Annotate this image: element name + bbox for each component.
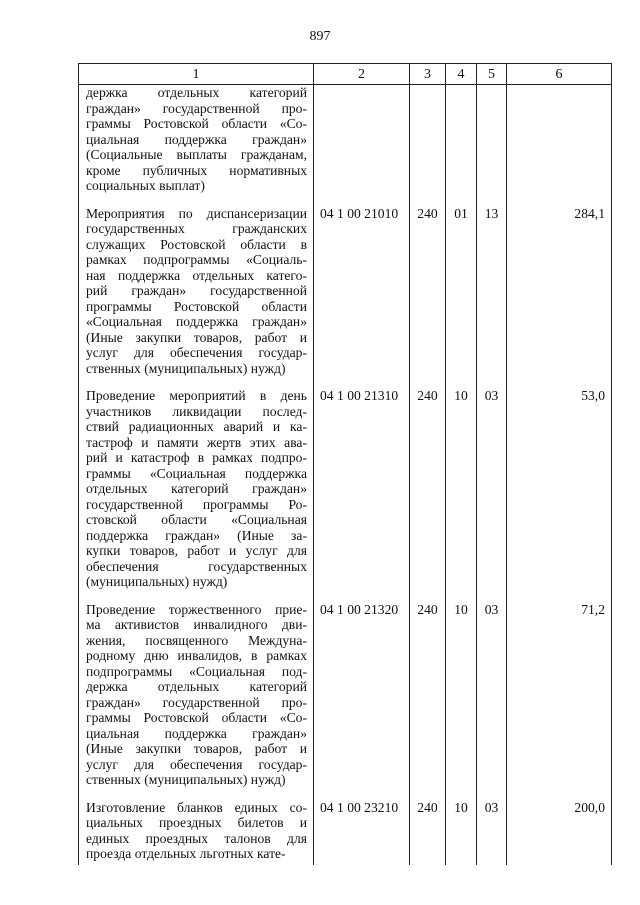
row-name-line: граммы Ростовской области «Со-	[86, 710, 307, 725]
row-name-line: рий граждан» государственной	[86, 283, 307, 298]
header-col-3: 3	[410, 64, 446, 85]
row-name-line: кроме публичных нормативных	[86, 162, 307, 178]
table-row	[79, 197, 612, 380]
row-name-line: обеспечения государственных	[86, 558, 307, 574]
row-name-line: жения, посвященного Междуна-	[86, 632, 307, 648]
row-sum-cell: 200,0	[507, 791, 612, 865]
table-row	[79, 85, 612, 197]
row-name-line: государственной программы Ро-	[86, 496, 307, 512]
row-name-line: (Иные закупки товаров, работ и	[86, 741, 307, 756]
row-rz-cell: 01	[446, 197, 477, 380]
row-name-line: услуг для обеспечения государ-	[86, 345, 307, 360]
row-vr-cell: 240	[410, 197, 446, 380]
row-vr-cell: 240	[410, 791, 446, 865]
row-name-line: держка отдельных категорий	[86, 679, 307, 694]
row-vr-cell: 240	[410, 593, 446, 791]
row-name-line: услуг для обеспечения государ-	[86, 756, 307, 772]
row-name-line: (Социальные выплаты гражданам,	[86, 147, 307, 162]
header-col-2: 2	[314, 64, 410, 85]
row-name-line: граммы Ростовской области «Со-	[86, 116, 307, 131]
row-code-cell: 04 1 00 21320	[314, 593, 410, 791]
row-rz-cell: 10	[446, 379, 477, 593]
row-name-line: единых проездных талонов для	[86, 830, 307, 846]
row-name-line: социальных выплат)	[86, 178, 205, 193]
page-number: 897	[309, 29, 331, 44]
row-pr-cell: 03	[477, 379, 507, 593]
row-code-cell: 04 1 00 21010	[314, 197, 410, 380]
row-name-line: (Иные закупки товаров, работ и	[86, 329, 307, 345]
row-name-line: проезда отдельных льготных кате-	[86, 846, 286, 861]
row-vr-cell	[410, 85, 446, 197]
row-name-line: циальная поддержка граждан»	[86, 725, 307, 741]
row-name-line: ная поддержка отдельных катего-	[86, 267, 307, 283]
row-rz-cell	[446, 85, 477, 197]
row-pr-cell: 03	[477, 593, 507, 791]
row-name-cell	[79, 593, 314, 791]
row-name-cell	[79, 85, 314, 197]
row-name-line: циальная поддержка граждан»	[86, 131, 307, 147]
row-name-line: держка отдельных категорий	[86, 85, 307, 100]
table-row	[79, 379, 612, 593]
row-name-line: отдельных категорий граждан»	[86, 481, 307, 496]
row-name-line: ственных (муниципальных) нужд)	[86, 772, 286, 787]
row-name-line: граждан» государственной про-	[86, 694, 307, 710]
row-name-line: ма активистов инвалидного дви-	[86, 617, 307, 632]
header-row	[79, 64, 612, 85]
header-col-5: 5	[477, 64, 507, 85]
row-code-cell	[314, 85, 410, 197]
row-name-cell	[79, 379, 314, 593]
row-sum-cell: 53,0	[507, 379, 612, 593]
header-col-6: 6	[507, 64, 612, 85]
row-vr-cell: 240	[410, 379, 446, 593]
row-name-line: граждан» государственной про-	[86, 100, 307, 116]
table-body	[79, 85, 612, 865]
row-name-line: стовской области «Социальная	[86, 512, 307, 527]
row-name-line: купки товаров, работ и услуг для	[86, 543, 307, 558]
row-pr-cell: 03	[477, 791, 507, 865]
header-col-1: 1	[79, 64, 314, 85]
row-name-cell	[79, 791, 314, 865]
row-name-line: служащих Ростовской области в	[86, 236, 307, 252]
row-name-line: рий и катастроф в рамках подпро-	[86, 450, 307, 465]
row-name-line: ствий радиационных аварий и ка-	[86, 419, 307, 434]
row-pr-cell	[477, 85, 507, 197]
row-name-line: поддержка граждан» (Иные за-	[86, 527, 307, 543]
row-name-line: государственных гражданских	[86, 221, 307, 236]
row-name-line: Проведение мероприятий в день	[86, 388, 307, 403]
row-name-line: Мероприятия по диспансеризации	[86, 205, 307, 221]
table-row	[79, 593, 612, 791]
row-pr-cell: 13	[477, 197, 507, 380]
row-rz-cell: 10	[446, 593, 477, 791]
row-name-line: циальных проездных билетов и	[86, 815, 307, 830]
row-code-cell: 04 1 00 21310	[314, 379, 410, 593]
budget-table	[78, 63, 612, 865]
row-sum-cell	[507, 85, 612, 197]
row-name-line: Проведение торжественного прие-	[86, 601, 307, 617]
row-name-line: тастроф и памяти жертв этих ава-	[86, 434, 307, 450]
row-name-line: программы Ростовской области	[86, 298, 307, 314]
row-name-line: Изготовление бланков единых со-	[86, 799, 307, 815]
row-name-cell	[79, 197, 314, 380]
row-sum-cell: 71,2	[507, 593, 612, 791]
row-name-line: родному дню инвалидов, в рамках	[86, 648, 307, 663]
row-sum-cell: 284,1	[507, 197, 612, 380]
header-col-4: 4	[446, 64, 477, 85]
row-name-line: участников ликвидации послед-	[86, 403, 307, 419]
row-name-line: граммы «Социальная поддержка	[86, 465, 307, 481]
row-name-line: (муниципальных) нужд)	[86, 574, 228, 589]
row-name-line: рамках подпрограммы «Социаль-	[86, 252, 307, 267]
row-name-line: ственных (муниципальных) нужд)	[86, 360, 286, 376]
table-row	[79, 791, 612, 865]
row-name-line: «Социальная поддержка граждан»	[86, 314, 307, 329]
row-rz-cell: 10	[446, 791, 477, 865]
row-name-line: подпрограммы «Социальная под-	[86, 663, 307, 679]
row-code-cell: 04 1 00 23210	[314, 791, 410, 865]
